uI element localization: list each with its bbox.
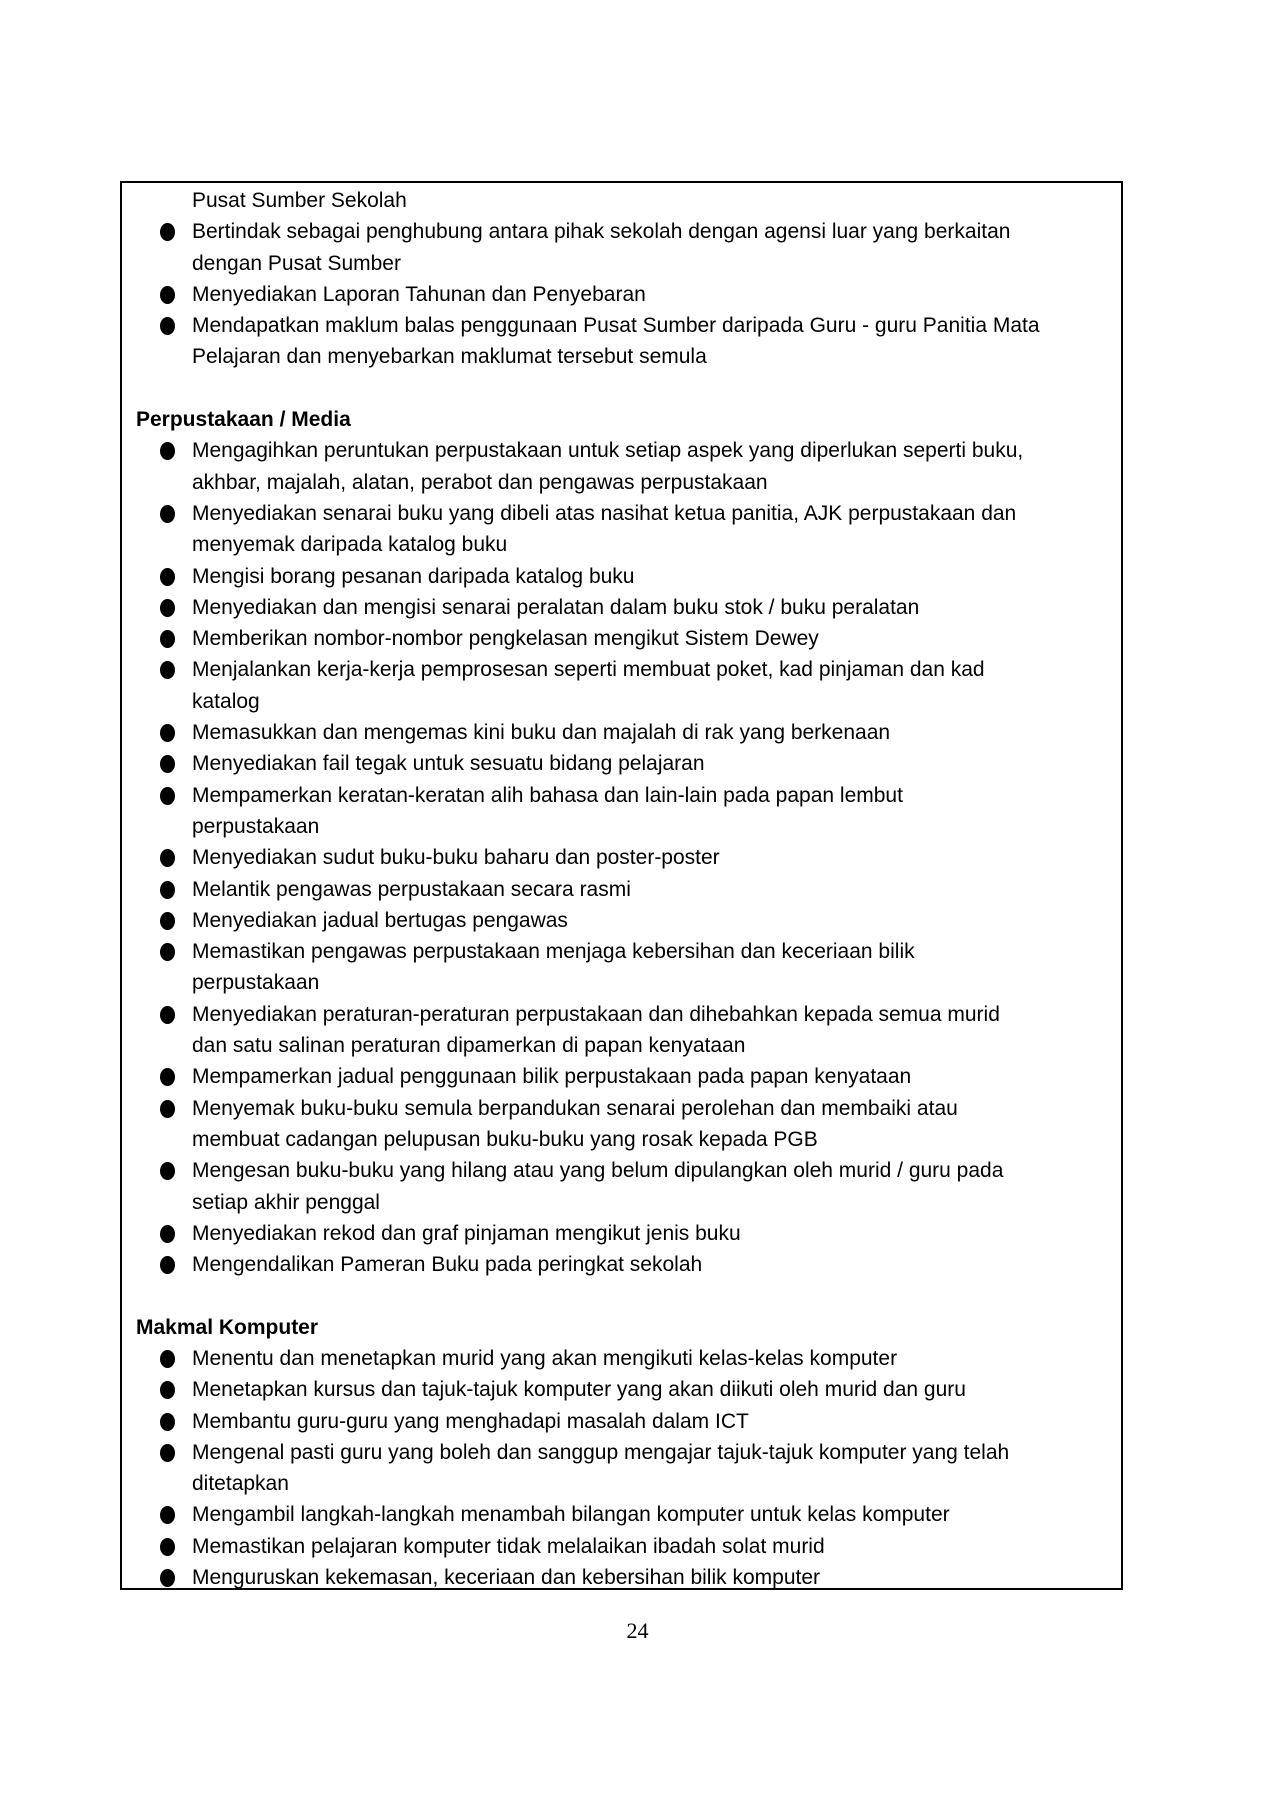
list-item (122, 999, 1121, 1062)
list-item-line (122, 967, 1121, 998)
list-item-line (122, 1374, 1121, 1405)
list-item-line (122, 1562, 1121, 1593)
list-item-line (122, 1061, 1121, 1092)
list-item-text: ditetapkan (192, 1472, 289, 1496)
list-item-text: Menyemak buku-buku semula berpandukan senarai perolehan dan membaiki atau (192, 1096, 958, 1120)
list-item (122, 1343, 1121, 1374)
list-item-text: Melantik pengawas perpustakaan secara rasmi (192, 877, 631, 901)
list-item-line (122, 1155, 1121, 1186)
list-item-text: Mempamerkan jadual penggunaan bilik perpustakaan pada papan kenyataan (192, 1065, 912, 1089)
list-item-line (122, 1499, 1121, 1530)
list-item-line (122, 1437, 1121, 1468)
list-item-line (122, 780, 1121, 811)
bullet-icon (160, 881, 175, 899)
list-item-text: Memastikan pelajaran komputer tidak melalaikan ibadah solat murid (192, 1534, 825, 1558)
list-item-text: Bertindak sebagai penghubung antara pihak sekolah dengan agensi luar yang berkaitan (192, 220, 1011, 244)
list-item-line (122, 1406, 1121, 1437)
list-item-text: Mempamerkan keratan-keratan alih bahasa dan lain-lain pada papan lembut (192, 783, 903, 807)
list-item (122, 717, 1121, 748)
list-item-text: Memberikan nombor-nombor pengkelasan mengikut Sistem Dewey (192, 627, 819, 651)
list-item-line (122, 1468, 1121, 1499)
list-item (122, 435, 1121, 498)
list-item (122, 1531, 1121, 1562)
list-item (122, 592, 1121, 623)
bullet-icon (160, 1444, 175, 1462)
bullet-icon (160, 943, 175, 961)
content-box (120, 181, 1123, 1590)
list-item-text: Menetapkan kursus dan tajuk-tajuk komputer yang akan diikuti oleh murid dan guru (192, 1378, 966, 1402)
list-item-text: Menjalankan kerja-kerja pemprosesan seperti membuat poket, kad pinjaman dan kad (192, 658, 985, 682)
list-item-line (122, 310, 1121, 341)
list-item-line (122, 1093, 1121, 1124)
list-item-line (122, 748, 1121, 779)
list-item-line (122, 498, 1121, 529)
bullet-icon (160, 1256, 175, 1274)
list-item (122, 936, 1121, 999)
list-item-line (122, 623, 1121, 654)
list-item-line (122, 905, 1121, 936)
list-item (122, 654, 1121, 717)
list-item-text: Memasukkan dan mengemas kini buku dan majalah di rak yang berkenaan (192, 721, 891, 745)
list-item-text: membuat cadangan pelupusan buku-buku yang rosak kepada PGB (192, 1127, 818, 1151)
list-item-line (122, 279, 1121, 310)
list-item-line (122, 467, 1121, 498)
list-item-line (122, 185, 1121, 216)
list-item-text: dengan Pusat Sumber (192, 251, 401, 275)
list-item-line (122, 1531, 1121, 1562)
list-item-line (122, 592, 1121, 623)
list-item-line (122, 1249, 1121, 1280)
list-item-text: Mengesan buku-buku yang hilang atau yang belum dipulangkan oleh murid / guru pada (192, 1159, 1004, 1183)
blank-line (122, 1280, 1121, 1311)
list-item-text: setiap akhir penggal (192, 1190, 380, 1214)
list-item-text: Mengendalikan Pameran Buku pada peringkat sekolah (192, 1253, 703, 1277)
list-item-line (122, 842, 1121, 873)
list-item-text: Membantu guru-guru yang menghadapi masalah dalam ICT (192, 1409, 749, 1433)
list-item (122, 216, 1121, 279)
list-item-text: Pusat Sumber Sekolah (192, 189, 407, 212)
list-item-line (122, 811, 1121, 842)
list-item-text: perpustakaan (192, 814, 320, 838)
bullet-icon (160, 1225, 175, 1243)
bullet-icon (160, 787, 175, 805)
list-item (122, 1093, 1121, 1156)
list-item-text: akhbar, majalah, alatan, perabot dan pengawas perpustakaan (192, 470, 768, 494)
list-item-line (122, 1343, 1121, 1374)
list-item-text: Memastikan pengawas perpustakaan menjaga kebersihan dan keceriaan bilik (192, 940, 915, 964)
list-item (122, 279, 1121, 310)
bullet-icon (160, 599, 175, 617)
bullet-icon (160, 1413, 175, 1431)
list-item-line (122, 341, 1121, 372)
list-item-text: Menyediakan rekod dan graf pinjaman mengikut jenis buku (192, 1221, 741, 1245)
list-item-line (122, 686, 1121, 717)
list-item-text: Menyediakan dan mengisi senarai peralatan dalam buku stok / buku peralatan (192, 595, 920, 619)
list-item-text: Menyediakan Laporan Tahunan dan Penyebaran (192, 282, 646, 306)
list-item (122, 1155, 1121, 1218)
list-item-line (122, 874, 1121, 905)
list-item-line (122, 1187, 1121, 1218)
list-item-line (122, 1124, 1121, 1155)
list-item (122, 1061, 1121, 1092)
list-item (122, 748, 1121, 779)
list-item (122, 1374, 1121, 1405)
list-item-text: Pelajaran dan menyebarkan maklumat tersebut semula (192, 345, 707, 369)
list-item-line (122, 936, 1121, 967)
list-item (122, 1499, 1121, 1530)
list-item (122, 842, 1121, 873)
list-item (122, 623, 1121, 654)
list-item-text: Mengisi borang pesanan daripada katalog buku (192, 564, 635, 588)
list-item-text: perpustakaan (192, 971, 320, 995)
list-item-line (122, 216, 1121, 247)
list-item-text: Menyediakan fail tegak untuk sesuatu bidang pelajaran (192, 752, 705, 776)
bullet-icon (160, 286, 175, 304)
list-item-line (122, 1218, 1121, 1249)
list-item (122, 185, 1121, 216)
blank-line (122, 373, 1121, 404)
list-item-text: Mengagihkan peruntukan perpustakaan untuk setiap aspek yang diperlukan seperti buku, (192, 439, 1024, 463)
page-number: 24 (626, 1618, 649, 1643)
list-item (122, 310, 1121, 373)
bullet-icon (160, 1006, 175, 1024)
list-item-line (122, 248, 1121, 279)
bullet-icon (160, 568, 175, 586)
section-heading: Perpustakaan / Media (136, 408, 351, 432)
list-item (122, 905, 1121, 936)
list-item (122, 780, 1121, 843)
list-item-text: Mengambil langkah-langkah menambah bilangan komputer untuk kelas komputer (192, 1503, 950, 1527)
list-item (122, 498, 1121, 561)
list-item-text: Menyediakan senarai buku yang dibeli atas nasihat ketua panitia, AJK perpustakaan dan (192, 501, 1017, 525)
list-item-line (122, 529, 1121, 560)
bullet-icon (160, 1350, 175, 1368)
section-heading: Makmal Komputer (136, 1315, 319, 1339)
list-item-text: Menyediakan sudut buku-buku baharu dan poster-poster (192, 846, 720, 870)
bullet-icon (160, 505, 175, 523)
list-item (122, 1562, 1121, 1593)
bullet-icon (160, 1100, 175, 1118)
bullet-icon (160, 1569, 175, 1587)
list-item-line (122, 654, 1121, 685)
list-item-text: Menyediakan jadual bertugas pengawas (192, 908, 568, 932)
list-item-text: Mendapatkan maklum balas penggunaan Pusat Sumber daripada Guru - guru Panitia Mata (192, 314, 1040, 338)
bullet-icon (160, 724, 175, 742)
list-item (122, 1406, 1121, 1437)
bullet-icon (160, 912, 175, 930)
list-item-text: Mengenal pasti guru yang boleh dan sanggup mengajar tajuk-tajuk komputer yang telah (192, 1440, 1010, 1464)
list-item-text: dan satu salinan peraturan dipamerkan di papan kenyataan (192, 1034, 746, 1058)
list-item-text: Menyediakan peraturan-peraturan perpustakaan dan dihebahkan kepada semua murid (192, 1002, 1000, 1026)
bullet-icon (160, 1538, 175, 1556)
list-item-line (122, 999, 1121, 1030)
list-item-line (122, 561, 1121, 592)
list-item (122, 1218, 1121, 1249)
list-item-line (122, 1030, 1121, 1061)
list-item-text: menyemak daripada katalog buku (192, 533, 508, 557)
list-item-text: Menentu dan menetapkan murid yang akan mengikuti kelas-kelas komputer (192, 1346, 898, 1370)
list-item-text: Menguruskan kekemasan, keceriaan dan kebersihan bilik komputer (192, 1566, 821, 1590)
list-item (122, 561, 1121, 592)
list-item (122, 1437, 1121, 1500)
list-item (122, 1249, 1121, 1280)
list-item-text: katalog (192, 689, 260, 713)
list-item (122, 874, 1121, 905)
document-content (122, 185, 1121, 1593)
list-item-line (122, 717, 1121, 748)
list-item-line (122, 435, 1121, 466)
